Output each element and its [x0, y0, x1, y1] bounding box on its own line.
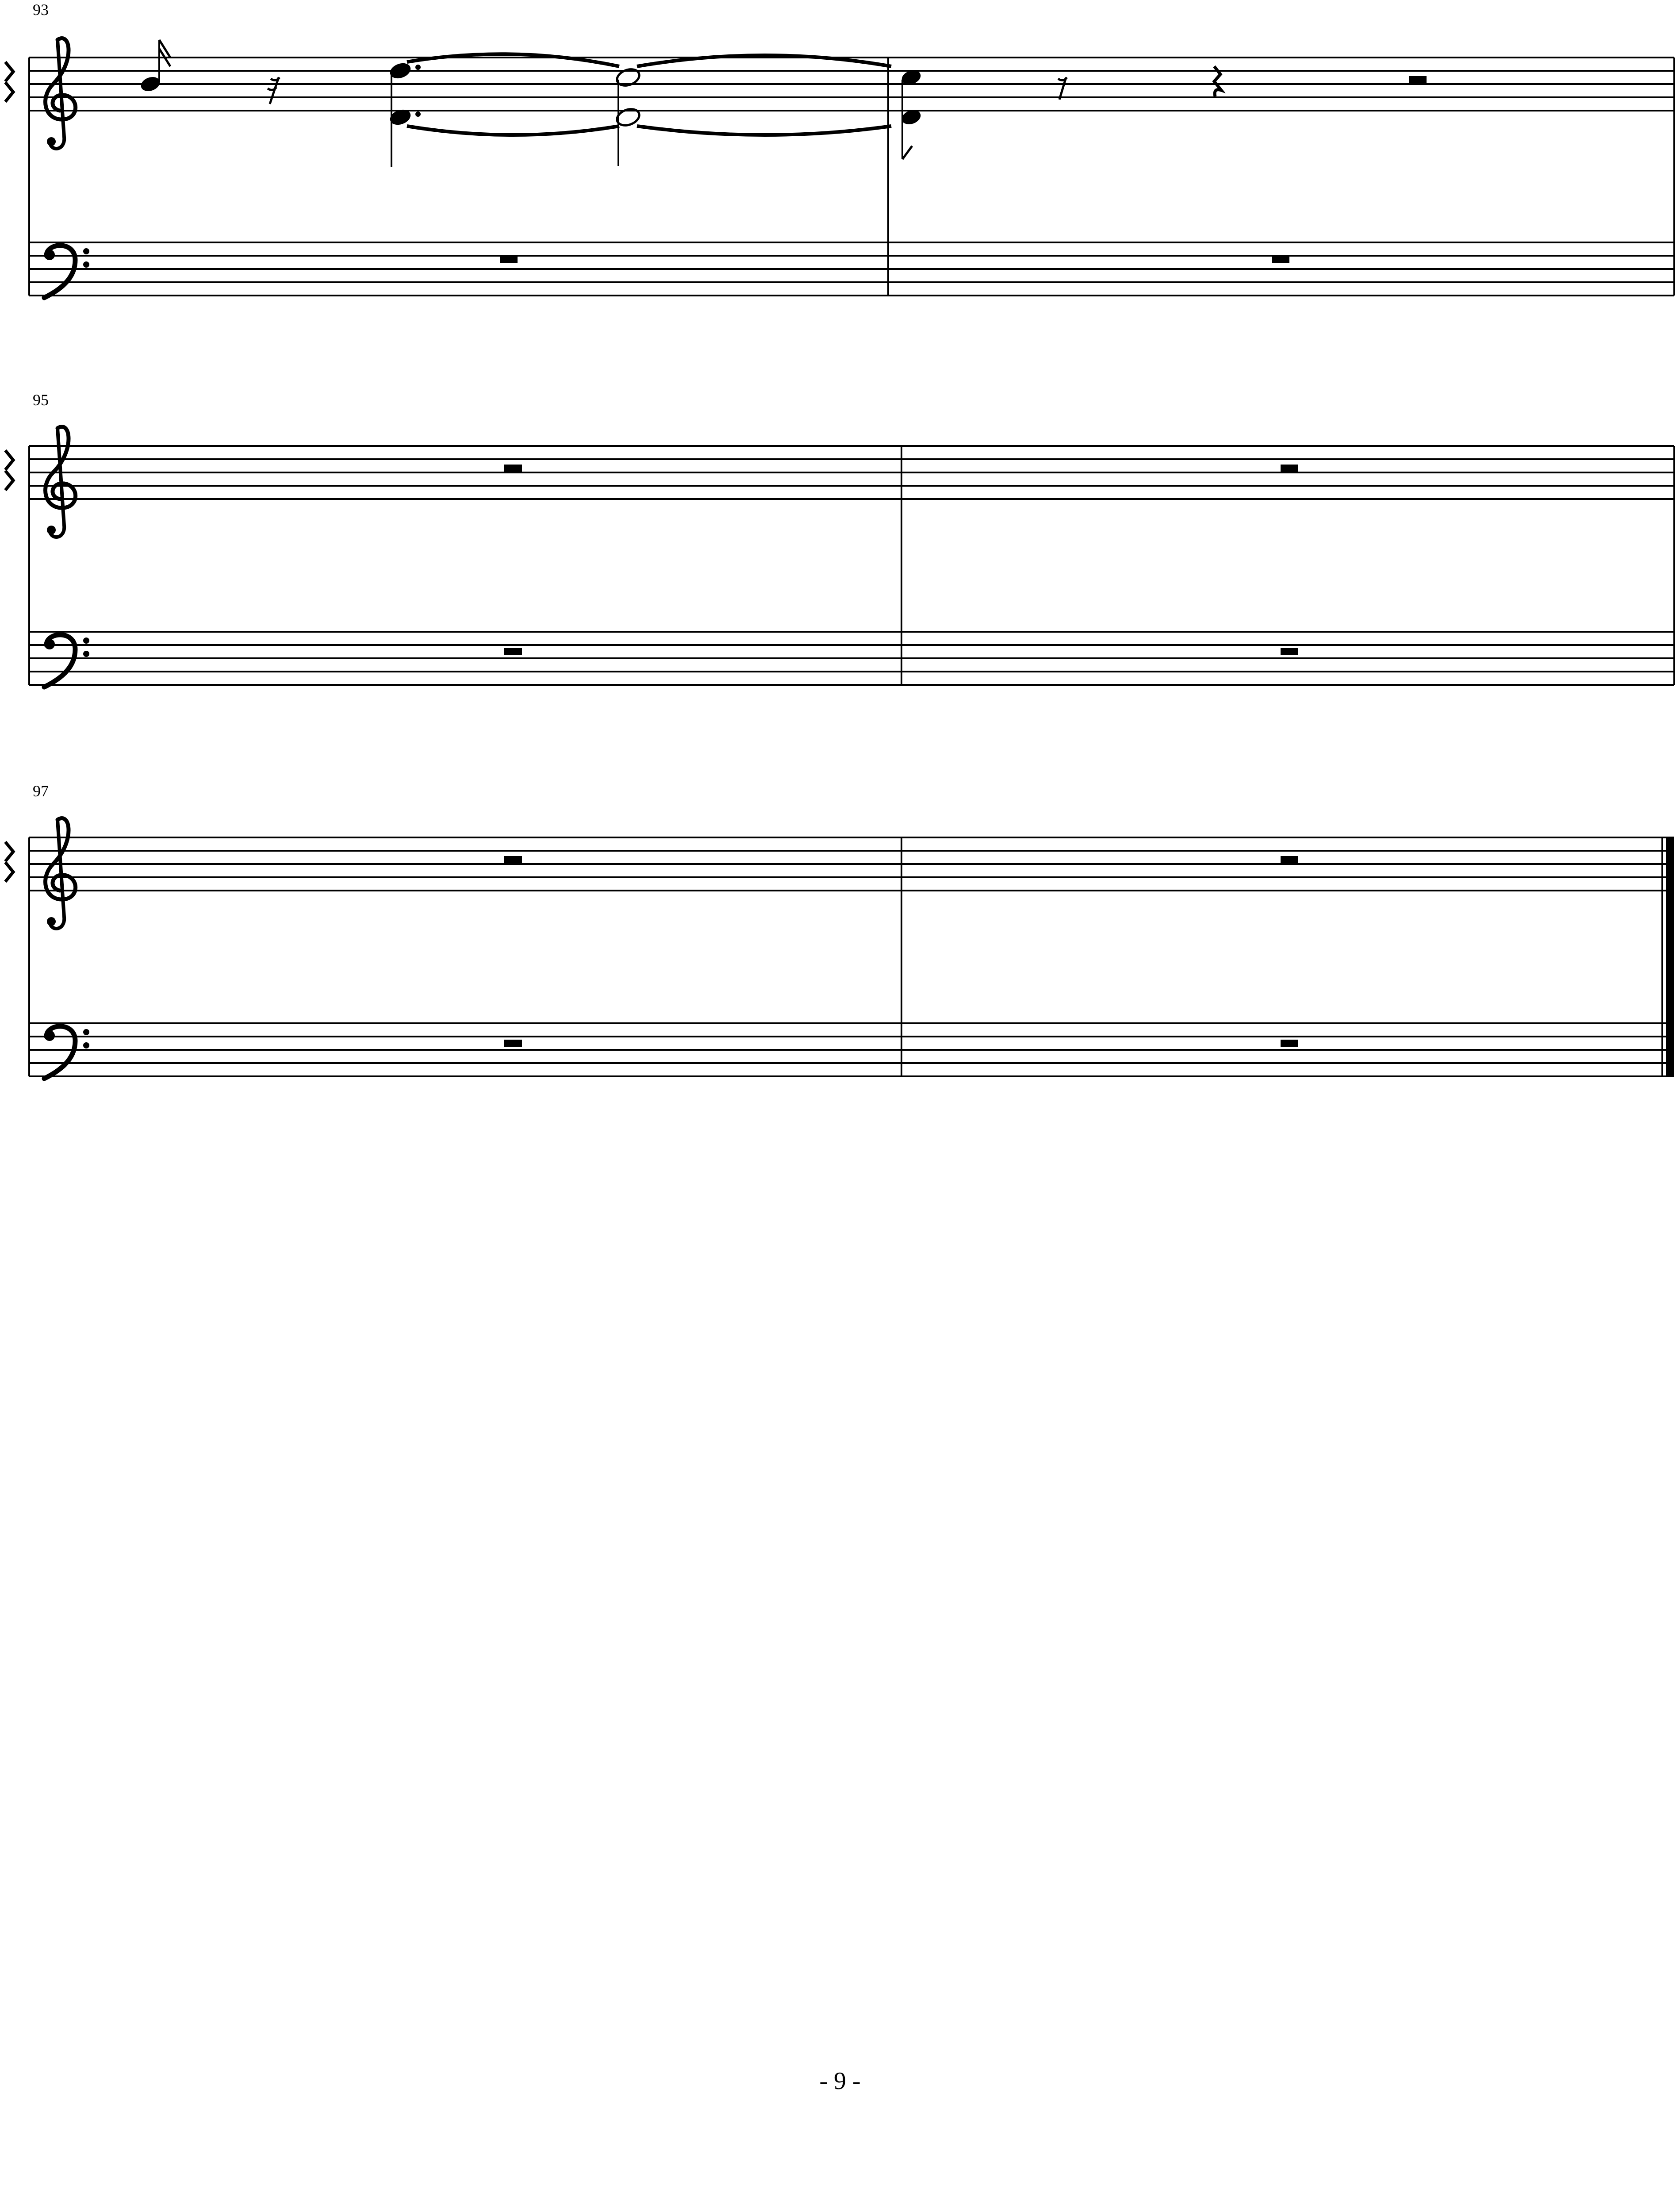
half-rest-icon: [1409, 76, 1427, 83]
whole-rest-icon: [504, 1040, 522, 1047]
whole-rest-icon: [504, 465, 522, 472]
whole-rest-icon: [504, 856, 522, 863]
final-barline-thick: [1666, 837, 1674, 1076]
tie: [407, 126, 619, 135]
brace-icon: [5, 842, 13, 882]
measure-number: 95: [33, 391, 49, 409]
bass-clef-icon: [44, 246, 89, 298]
chord: [615, 66, 641, 166]
system-2: [5, 391, 1674, 687]
brace-icon: [5, 450, 13, 490]
bass-clef-icon: [44, 635, 89, 687]
bass-staff: [29, 242, 1674, 296]
treble-clef-icon: [46, 426, 76, 537]
whole-rest-icon: [1272, 256, 1289, 263]
bass-clef-icon: [44, 1026, 89, 1079]
system-1: [5, 1, 1674, 298]
whole-rest-icon: [1281, 465, 1298, 472]
eighth-rest-icon: [1058, 77, 1067, 100]
note-group: [139, 40, 170, 94]
whole-rest-icon: [1281, 1040, 1298, 1047]
measure-number: 97: [33, 782, 49, 800]
treble-staff: [29, 446, 1674, 499]
whole-rest-icon: [1281, 856, 1298, 863]
tie: [407, 54, 619, 66]
bass-staff: [29, 632, 1674, 685]
treble-clef-icon: [46, 818, 76, 929]
whole-rest-icon: [500, 256, 518, 263]
measure-number: 93: [33, 1, 49, 19]
brace-icon: [5, 62, 13, 102]
chord: [388, 61, 421, 167]
page-number: - 9 -: [819, 2067, 861, 2095]
tie: [637, 126, 891, 135]
system-3: [5, 782, 1674, 1079]
whole-rest-icon: [1281, 648, 1298, 655]
bass-staff: [29, 1023, 1674, 1076]
whole-rest-icon: [504, 648, 522, 655]
sixteenth-rest-icon: [268, 77, 280, 104]
chord: [900, 68, 923, 159]
treble-staff: [29, 837, 1674, 891]
treble-clef-icon: [46, 38, 76, 149]
